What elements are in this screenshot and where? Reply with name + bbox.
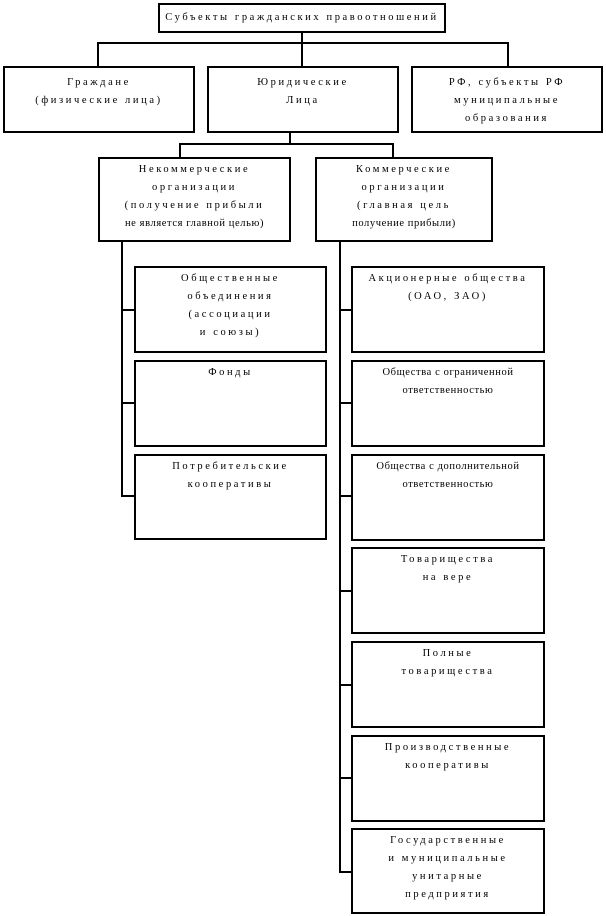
public-associations-line-1: Общественные [181,273,280,284]
llc-box [351,360,545,447]
production-cooperatives-line-1: Производственные [384,742,512,753]
limited-partnership-line-2: на вере [422,572,474,583]
noncommercial-line-1: Некоммерческие [138,164,251,175]
unitary-enterprises-line-4: предприятия [405,889,491,900]
llc-line-1: Общества с ограниченной [382,367,514,378]
commercial-box [315,157,493,242]
additional-liability-line-2: ответственностью [402,479,494,490]
commercial-line-2: организации [361,182,447,193]
noncommercial-line-3: (получение прибыли [124,200,265,211]
llc-line-2: ответственностью [402,385,494,396]
unitary-enterprises-box [351,828,545,914]
additional-liability-line-1: Общества с дополнительной [376,461,520,472]
unitary-enterprises-line-2: и муниципальные [388,853,508,864]
consumer-cooperatives-line-1: Потребительские [172,461,289,472]
public-associations-line-4: и союзы) [199,327,262,338]
additional-liability-box [351,454,545,541]
citizens-line-2: (физические лица) [35,95,163,106]
limited-partnership-box [351,547,545,634]
general-partnership-line-2: товарищества [401,666,495,677]
state-entities-line-1: РФ, субъекты РФ [448,77,566,88]
limited-partnership-line-1: Товарищества [400,554,496,565]
general-partnership-line-1: Полные [422,648,474,659]
funds-box [134,360,327,447]
state-entities-line-3: образования [465,113,549,124]
unitary-enterprises-line-1: Государственные [390,835,506,846]
general-partnership-box [351,641,545,728]
citizens-line-1: Граждане [67,77,131,88]
legal-entities-line-2: Лица [286,95,320,106]
commercial-line-1: Коммерческие [356,164,452,175]
state-entities-line-2: муниципальные [454,95,560,106]
noncommercial-line-4: не является главной целью) [124,218,265,229]
title-box [158,3,446,33]
commercial-line-3: (главная цель [357,200,451,211]
state-entities-box [411,66,603,133]
title-text: Субъекты гражданских правоотношений [165,12,439,23]
funds-line-1: Фонды [208,367,253,378]
legal-entities-box [207,66,399,133]
production-cooperatives-box [351,735,545,822]
legal-entities-line-1: Юридические [257,77,349,88]
commercial-line-4: получение прибыли) [352,218,456,229]
consumer-cooperatives-box [134,454,327,540]
public-associations-line-3: (ассоциации [188,309,273,320]
noncommercial-box [98,157,291,242]
consumer-cooperatives-line-2: кооперативы [187,479,274,490]
joint-stock-companies-box [351,266,545,353]
unitary-enterprises-line-3: унитарные [412,871,484,882]
joint-stock-companies-line-2: (ОАО, ЗАО) [408,291,488,302]
joint-stock-companies-line-1: Акционерные общества [368,273,528,284]
public-associations-line-2: объединения [187,291,274,302]
production-cooperatives-line-2: кооперативы [405,760,491,771]
noncommercial-line-2: организации [152,182,237,193]
citizens-box [3,66,195,133]
public-associations-box [134,266,327,353]
